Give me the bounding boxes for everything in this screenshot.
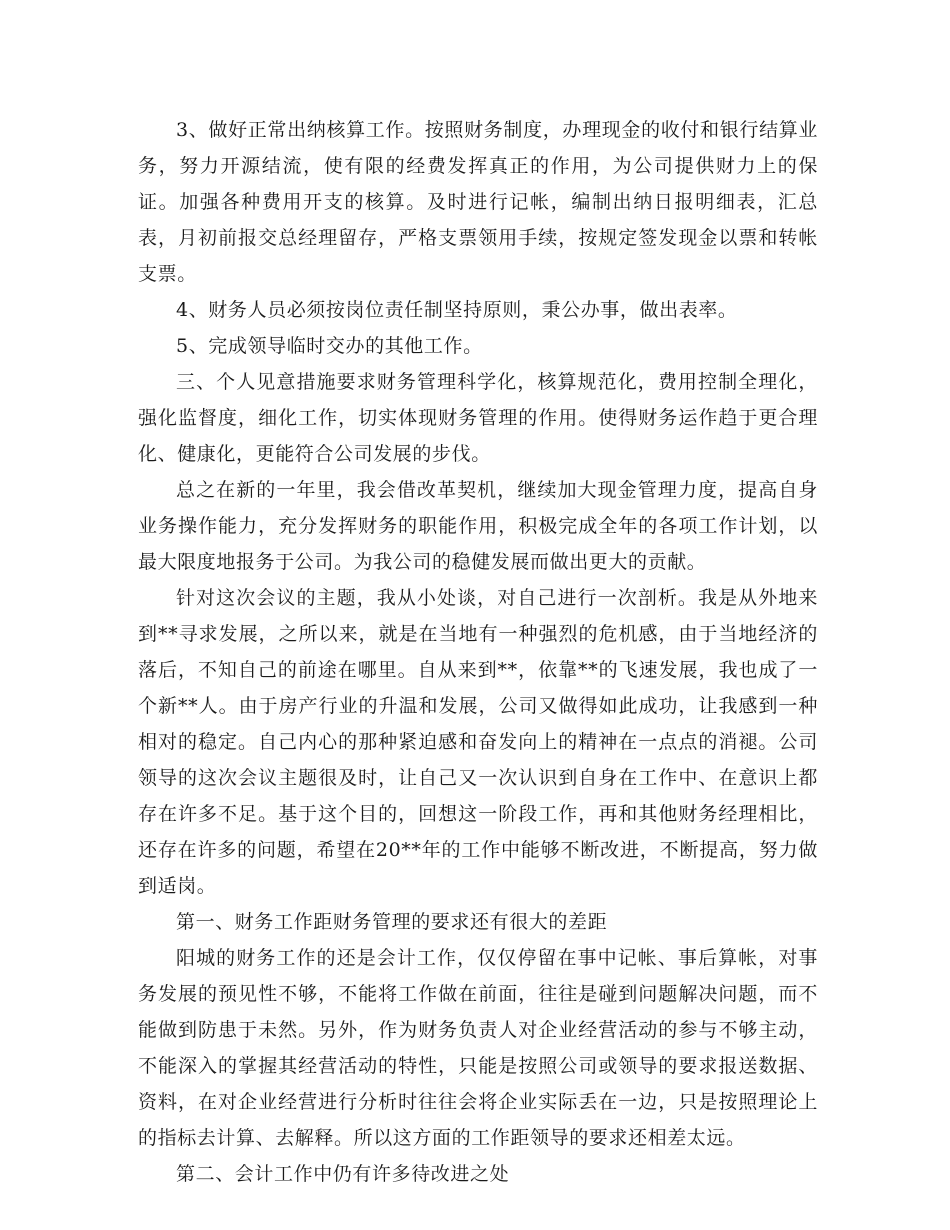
paragraph-accounting-work: 阳城的财务工作的还是会计工作，仅仅停留在事中记帐、事后算帐，对事务发展的预见性不够，不能将工作做在前面，往往是碰到问题解决问题，而不能做到防患于未然。另外，作为财务负责人对企业经营活动的参与不够主动，不能深入的掌握其经营活动的特性，只能是按照公司或领导的要求报送数据、资料，在对企业经营进行分析时往往会将企业实际丢在一边，只是按照理论上的指标去计算、去解释。所以这方面的工作距领导的要求还相差太远。 <box>138 947 818 1149</box>
paragraph-responsibility: 4、财务人员必须按岗位责任制坚持原则，秉公办事，做出表率。 <box>176 299 738 321</box>
document-body <box>138 112 818 1192</box>
heading-second-improvements: 第二、会计工作中仍有许多待改进之处 <box>176 1163 510 1185</box>
paragraph-other-tasks: 5、完成领导临时交办的其他工作。 <box>176 335 483 357</box>
paragraph-self-analysis: 针对这次会议的主题，我从小处谈，对自己进行一次剖析。我是从外地来到**寻求发展，之所以来，就是在当地有一种强烈的危机感，由于当地经济的落后，不知自己的前途在哪里。自从来到**，依靠**的飞速发展，我也成了一个新**人。由于房产行业的升温和发展，公司又做得如此成功，让我感到一种相对的稳定。自己内心的那种紧迫感和奋发向上的精神在一点点的消褪。公司领导的这次会议主题很及时，让自己又一次认识到自身在工作中、在意识上都存在许多不足。基于这个目的，回想这一阶段工作，再和其他财务经理相比，还存在许多的问题，希望在20**年的工作中能够不断改进，不断提高，努力做到适岗。 <box>138 587 818 897</box>
paragraph-suggestions: 三、个人见意措施要求财务管理科学化，核算规范化，费用控制全理化，强化监督度，细化工作，切实体现财务管理的作用。使得财务运作趋于更合理化、健康化，更能符合公司发展的步伐。 <box>138 371 818 465</box>
paragraph-summary: 总之在新的一年里，我会借改革契机，继续加大现金管理力度，提高自身业务操作能力，充分发挥财务的职能作用，积极完成全年的各项工作计划，以最大限度地报务于公司。为我公司的稳健发展而做出更大的贡献。 <box>138 479 818 573</box>
heading-first-gap: 第一、财务工作距财务管理的要求还有很大的差距 <box>176 911 608 933</box>
paragraph-cashier-duties: 3、做好正常出纳核算工作。按照财务制度，办理现金的收付和银行结算业务，努力开源结流，使有限的经费发挥真正的作用，为公司提供财力上的保证。加强各种费用开支的核算。及时进行记帐，编制出纳日报明细表，汇总表，月初前报交总经理留存，严格支票领用手续，按规定签发现金以票和转帐支票。 <box>138 119 818 285</box>
